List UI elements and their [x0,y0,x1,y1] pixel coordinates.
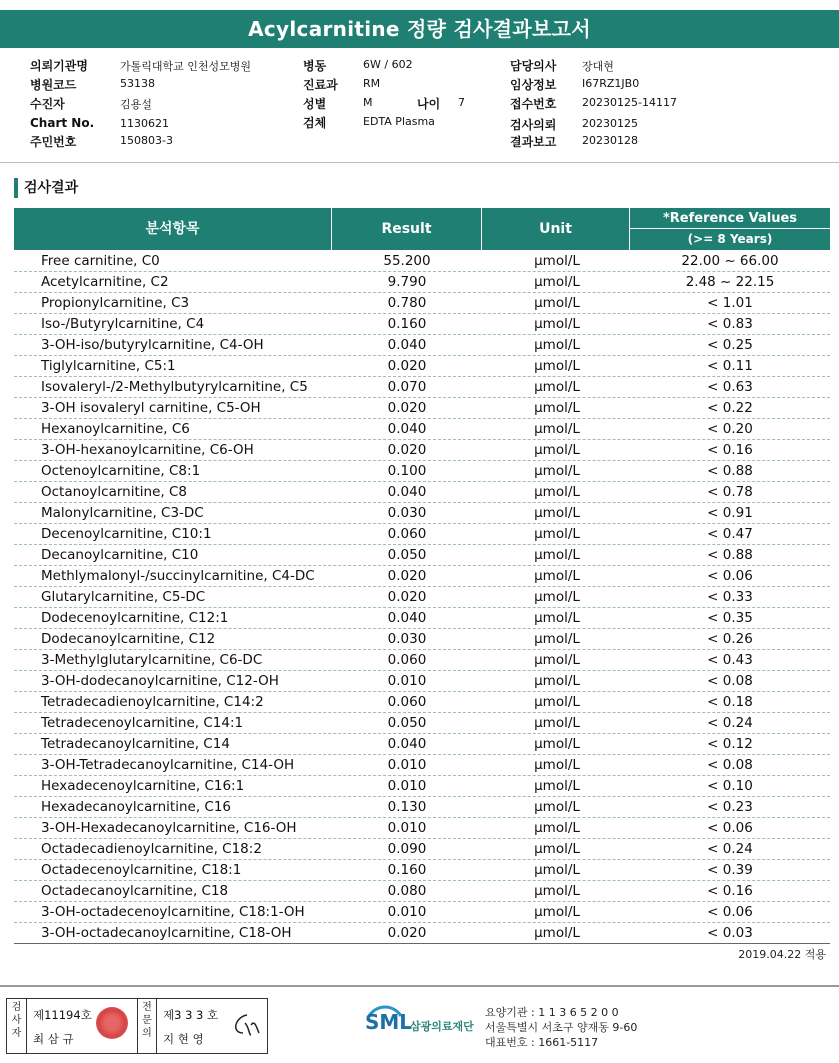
reference-value: < 0.03 [707,925,753,941]
result-value: 0.020 [387,925,427,941]
signature-box [6,998,268,1054]
reference-value: < 0.06 [707,568,753,584]
reference-value: 2.48 ~ 22.15 [685,274,775,290]
reference-value: < 0.35 [707,610,753,626]
specimen-label: 검체 [303,116,327,130]
section-title: 검사결과 [14,178,78,198]
result-value: 0.070 [387,379,427,395]
tester-name: 최 삼 규 [33,1032,74,1046]
report-title: Acylcarnitine 정량 검사결과보고서 [0,10,839,48]
unit-value: μmol/L [534,547,580,563]
reference-value: < 0.16 [707,883,753,899]
reference-value: < 0.16 [707,442,753,458]
results-table-header [14,208,830,250]
table-row [14,776,830,797]
analyte-name: 3-OH-hexanoylcarnitine, C6-OH [41,442,254,458]
footer-divider [0,985,839,987]
table-row [14,293,830,314]
table-row [14,566,830,587]
org-address: 서울특별시 서초구 양재동 9-60 [485,1021,638,1034]
result-value: 0.050 [387,547,427,563]
analyte-name: Decanoylcarnitine, C10 [41,547,199,563]
resident-label: 주민번호 [30,135,77,149]
chart-label: Chart No. [30,116,95,130]
table-row [14,503,830,524]
result-value: 9.790 [387,274,427,290]
result-value: 0.060 [387,652,427,668]
analyte-name: 3-OH-octadecenoylcarnitine, C18:1-OH [41,904,305,920]
unit-value: μmol/L [534,841,580,857]
dept-value: RM [363,77,381,90]
analyte-name: Dodecenoylcarnitine, C12:1 [41,610,229,626]
analyte-name: 3-OH-iso/butyrylcarnitine, C4-OH [41,337,264,353]
sml-logo [365,1004,475,1044]
md-name: 지 현 영 [163,1032,204,1046]
result-value: 0.040 [387,610,427,626]
reference-value: < 0.25 [707,337,753,353]
table-row [14,713,830,734]
table-row [14,608,830,629]
table-row [14,671,830,692]
reference-value: < 0.12 [707,736,753,752]
unit-value: μmol/L [534,610,580,626]
analyte-name: 3-Methylglutarylcarnitine, C6-DC [41,652,263,668]
table-row [14,650,830,671]
table-row [14,839,830,860]
reference-value: < 0.24 [707,715,753,731]
analyte-name: Propionylcarnitine, C3 [41,295,190,311]
unit-value: μmol/L [534,379,580,395]
sex-value: M [363,96,373,109]
clinical-label: 임상정보 [510,78,557,92]
table-row [14,545,830,566]
unit-value: μmol/L [534,778,580,794]
unit-value: μmol/L [534,799,580,815]
analyte-name: 3-OH-octadecanoylcarnitine, C18-OH [41,925,292,941]
reference-value: < 0.10 [707,778,753,794]
reference-value: < 0.33 [707,589,753,605]
institution-number: 요양기관 : 1 1 3 6 5 2 0 0 [485,1006,619,1019]
doctor-value: 장대현 [582,60,614,73]
analyte-name: Tiglylcarnitine, C5:1 [41,358,176,374]
analyte-name: Hexanoylcarnitine, C6 [41,421,190,437]
header-divider [0,162,839,163]
table-row [14,398,830,419]
reference-value: < 1.01 [707,295,753,311]
result-value: 0.780 [387,295,427,311]
reference-value: < 0.88 [707,547,753,563]
md-label: 전문의 [137,999,157,1053]
report-value: 20230128 [582,134,638,147]
table-row [14,629,830,650]
result-value: 0.160 [387,316,427,332]
table-row [14,692,830,713]
result-value: 0.020 [387,442,427,458]
analyte-name: Hexadecenoylcarnitine, C16:1 [41,778,245,794]
result-value: 0.020 [387,400,427,416]
unit-value: μmol/L [534,337,580,353]
table-row [14,524,830,545]
analyte-name: Tetradecanoylcarnitine, C14 [41,736,230,752]
analyte-name: Dodecanoylcarnitine, C12 [41,631,216,647]
unit-value: μmol/L [534,295,580,311]
analyte-name: Glutarylcarnitine, C5-DC [41,589,206,605]
table-row [14,860,830,881]
unit-value: μmol/L [534,358,580,374]
unit-value: μmol/L [534,484,580,500]
unit-value: μmol/L [534,253,580,269]
analyte-name: Tetradecadienoylcarnitine, C14:2 [41,694,264,710]
patient-label: 수진자 [30,97,65,111]
tester-number: 제11194호 [33,1008,92,1022]
result-value: 0.130 [387,799,427,815]
reference-value: < 0.08 [707,757,753,773]
unit-value: μmol/L [534,820,580,836]
unit-value: μmol/L [534,631,580,647]
col-header-result: Result [332,208,482,250]
reference-value: 22.00 ~ 66.00 [681,253,779,269]
analyte-name: Isovaleryl-/2-Methylbutyrylcarnitine, C5 [41,379,308,395]
analyte-name: Hexadecanoylcarnitine, C16 [41,799,232,815]
result-value: 0.040 [387,736,427,752]
reference-value: < 0.78 [707,484,753,500]
result-value: 0.020 [387,589,427,605]
org-phone: 대표번호 : 1661-5117 [485,1036,599,1049]
analyte-name: 3-OH isovaleryl carnitine, C5-OH [41,400,261,416]
md-number: 제3 3 3 호 [163,1008,219,1022]
reference-value: < 0.06 [707,820,753,836]
unit-value: μmol/L [534,715,580,731]
results-table-body [14,251,830,944]
analyte-name: 3-OH-dodecanoylcarnitine, C12-OH [41,673,279,689]
result-value: 0.040 [387,337,427,353]
result-value: 0.020 [387,568,427,584]
reference-value: < 0.11 [707,358,753,374]
reference-value: < 0.18 [707,694,753,710]
result-value: 0.080 [387,883,427,899]
result-value: 0.010 [387,904,427,920]
result-value: 0.010 [387,778,427,794]
table-row [14,881,830,902]
code-label: 병원코드 [30,78,77,92]
receipt-label: 접수번호 [510,97,557,111]
patient-value: 김용설 [120,98,152,111]
table-row [14,923,830,944]
reference-value: < 0.47 [707,526,753,542]
unit-value: μmol/L [534,274,580,290]
ward-label: 병동 [303,59,327,73]
analyte-name: 3-OH-Tetradecanoylcarnitine, C14-OH [41,757,295,773]
table-row [14,797,830,818]
analyte-name: Octadecanoylcarnitine, C18 [41,883,229,899]
table-row [14,461,830,482]
reference-value: < 0.24 [707,841,753,857]
col-header-unit: Unit [482,208,630,250]
age-value: 7 [458,96,465,109]
result-value: 0.060 [387,526,427,542]
result-value: 0.020 [387,358,427,374]
analyte-name: Malonylcarnitine, C3-DC [41,505,204,521]
result-value: 0.040 [387,421,427,437]
unit-value: μmol/L [534,862,580,878]
table-row [14,356,830,377]
unit-value: μmol/L [534,925,580,941]
unit-value: μmol/L [534,694,580,710]
signature-icon [229,1011,261,1039]
unit-value: μmol/L [534,736,580,752]
analyte-name: Methlymalonyl-/succinylcarnitine, C4-DC [41,568,315,584]
analyte-name: Acetylcarnitine, C2 [41,274,169,290]
col-header-reference-age: (>= 8 Years) [687,232,773,246]
unit-value: μmol/L [534,463,580,479]
unit-value: μmol/L [534,505,580,521]
unit-value: μmol/L [534,400,580,416]
table-row [14,755,830,776]
result-value: 0.010 [387,673,427,689]
table-row [14,251,830,272]
reference-value: < 0.26 [707,631,753,647]
table-row [14,587,830,608]
analyte-name: Octanoylcarnitine, C8 [41,484,187,500]
unit-value: μmol/L [534,442,580,458]
result-value: 0.050 [387,715,427,731]
table-row [14,419,830,440]
report-label: 결과보고 [510,135,557,149]
reference-value: < 0.08 [707,673,753,689]
request-value: 20230125 [582,117,638,130]
result-value: 0.030 [387,631,427,647]
result-value: 0.010 [387,757,427,773]
reference-value: < 0.83 [707,316,753,332]
table-row [14,335,830,356]
clinical-value: I67RZ1JB0 [582,77,640,90]
sex-label: 성별 [303,97,327,111]
unit-value: μmol/L [534,568,580,584]
analyte-name: Octadecenoylcarnitine, C18:1 [41,862,242,878]
analyte-name: Free carnitine, C0 [41,253,160,269]
table-row [14,818,830,839]
request-label: 검사의뢰 [510,118,557,132]
hospital-value: 가톨릭대학교 인천성모병원 [120,60,252,73]
unit-value: μmol/L [534,652,580,668]
reference-value: < 0.39 [707,862,753,878]
doctor-label: 담당의사 [510,59,557,73]
result-value: 0.160 [387,862,427,878]
ward-value: 6W / 602 [363,58,413,71]
org-name: 삼광의료재단 [410,1020,474,1033]
dept-label: 진료과 [303,78,338,92]
unit-value: μmol/L [534,757,580,773]
organization-info [485,1005,637,1050]
table-row [14,734,830,755]
unit-value: μmol/L [534,904,580,920]
specimen-value: EDTA Plasma [363,115,435,128]
unit-value: μmol/L [534,589,580,605]
unit-value: μmol/L [534,673,580,689]
reference-value: < 0.63 [707,379,753,395]
unit-value: μmol/L [534,316,580,332]
col-header-item: 분석항목 [14,208,332,250]
table-row [14,440,830,461]
reference-value: < 0.20 [707,421,753,437]
unit-value: μmol/L [534,421,580,437]
analyte-name: Octadecadienoylcarnitine, C18:2 [41,841,262,857]
result-value: 0.040 [387,484,427,500]
effective-date-note: 2019.04.22 적용 [738,948,826,961]
tester-label: 검사자 [7,999,27,1053]
analyte-name: 3-OH-Hexadecanoylcarnitine, C16-OH [41,820,297,836]
table-row [14,902,830,923]
result-value: 0.030 [387,505,427,521]
unit-value: μmol/L [534,526,580,542]
reference-value: < 0.06 [707,904,753,920]
analyte-name: Iso-/Butyrylcarnitine, C4 [41,316,205,332]
official-seal-icon [96,1007,128,1039]
col-header-reference: *Reference Values [630,208,830,229]
reference-value: < 0.23 [707,799,753,815]
reference-value: < 0.22 [707,400,753,416]
result-value: 0.010 [387,820,427,836]
code-value: 53138 [120,77,155,90]
reference-value: < 0.43 [707,652,753,668]
analyte-name: Tetradecenoylcarnitine, C14:1 [41,715,244,731]
report-header-info [0,56,839,156]
result-value: 55.200 [383,253,431,269]
logo-text: SML [365,1010,413,1034]
result-value: 0.090 [387,841,427,857]
receipt-value: 20230125-14117 [582,96,677,109]
table-row [14,377,830,398]
resident-value: 150803-3 [120,134,173,147]
table-row [14,272,830,293]
table-row [14,482,830,503]
result-value: 0.060 [387,694,427,710]
reference-value: < 0.88 [707,463,753,479]
table-row [14,314,830,335]
chart-value: 1130621 [120,117,169,130]
analyte-name: Decenoylcarnitine, C10:1 [41,526,212,542]
hospital-label: 의뢰기관명 [30,59,88,73]
result-value: 0.100 [387,463,427,479]
reference-value: < 0.91 [707,505,753,521]
age-label: 나이 [417,97,441,111]
analyte-name: Octenoylcarnitine, C8:1 [41,463,201,479]
unit-value: μmol/L [534,883,580,899]
